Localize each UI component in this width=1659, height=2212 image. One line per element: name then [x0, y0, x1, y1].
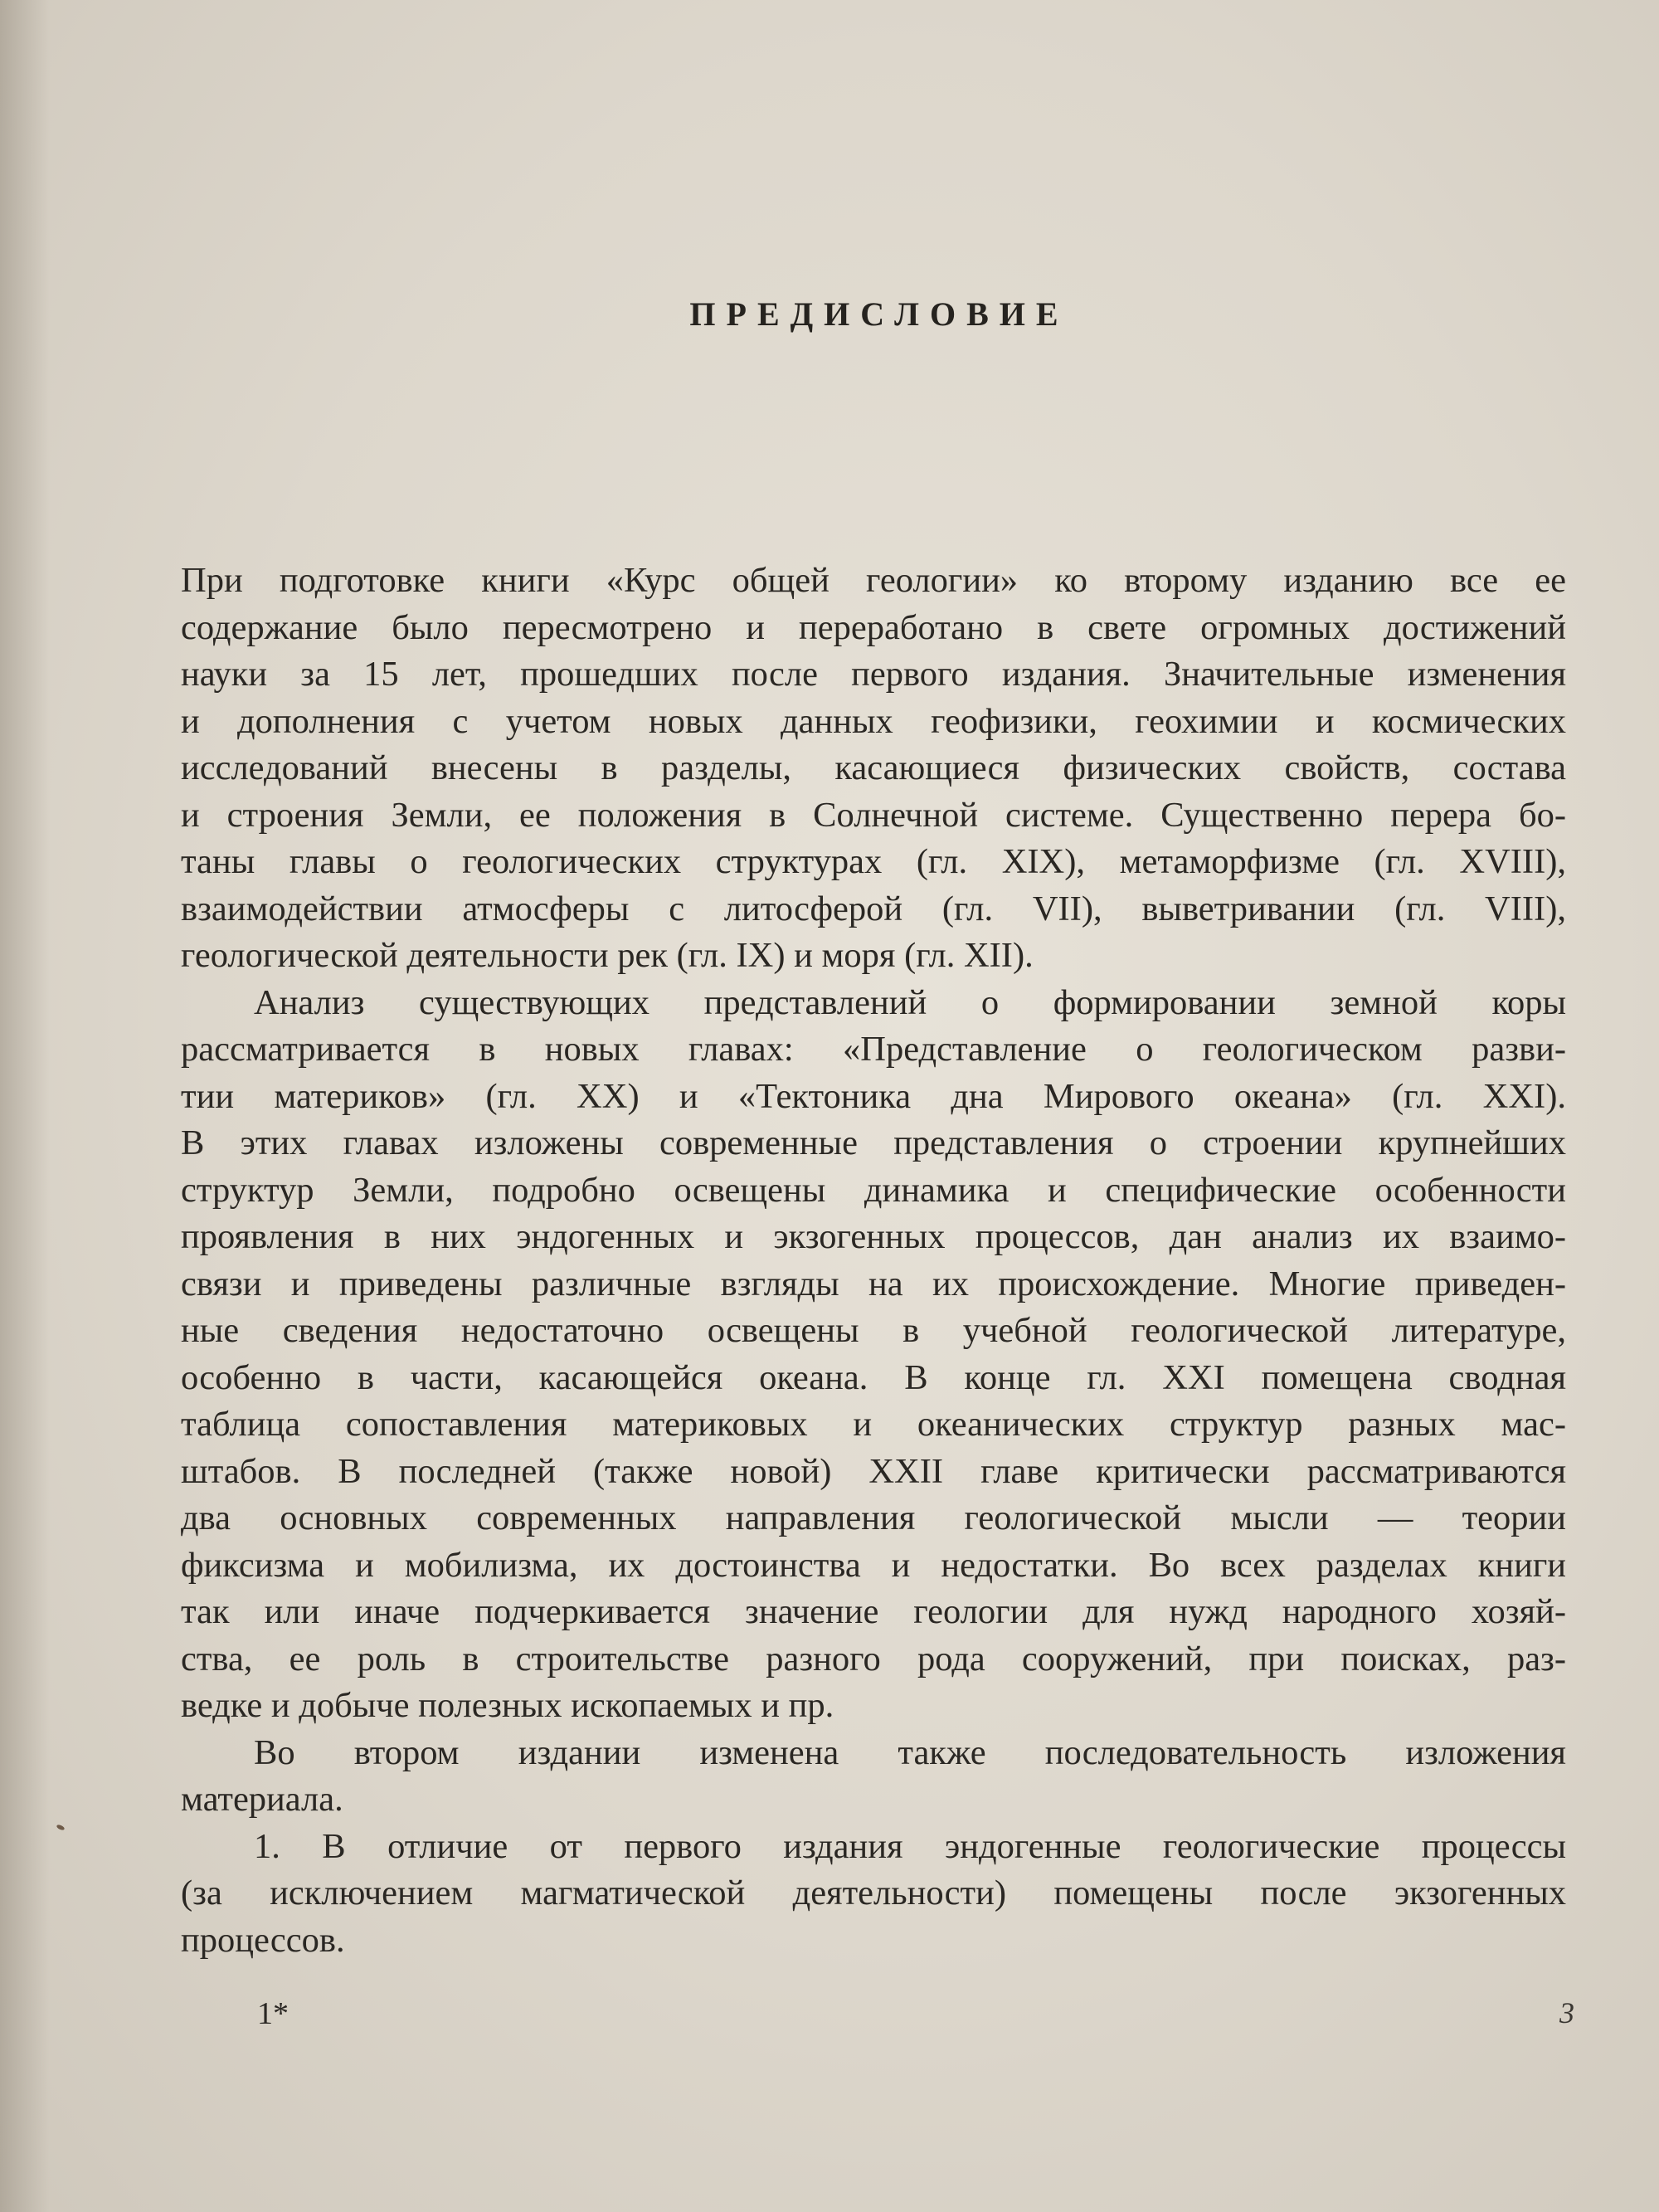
text-line: При подготовке книги «Курс общей геологии» ко второму изданию все ее: [181, 561, 1566, 600]
text-line: и строения Земли, ее положения в Солнечной системе. Существенно перера бо-: [181, 795, 1566, 835]
text-line: таблица сопоставления материковых и океанических структур разных мас-: [181, 1405, 1566, 1444]
text-line: (за исключением магматической деятельности) помещены после экзогенных: [181, 1873, 1566, 1912]
text-line: и дополнения с учетом новых данных геофизики, геохимии и космических: [181, 701, 1566, 741]
text-line: 1. В отличие от первого издания эндогенные геологические процессы: [254, 1826, 1566, 1866]
text-line: проявления в них эндогенных и экзогенных процессов, дан анализ их взаимо-: [181, 1217, 1566, 1256]
text-line: таны главы о геологических структурах (гл. XIX), метаморфизме (гл. XVIII),: [181, 842, 1566, 881]
text-line: Анализ существующих представлений о формировании земной коры: [254, 982, 1566, 1022]
text-line: тии материков» (гл. XX) и «Тектоника дна Мирового океана» (гл. XXI).: [181, 1076, 1566, 1116]
paragraph: [181, 980, 1566, 1730]
page-heading: ПРЕДИСЛОВИЕ: [689, 295, 1069, 333]
page-number: 3: [1559, 1996, 1574, 2029]
text-line: геологической деятельности рек (гл. IX) и моря (гл. XII).: [181, 936, 1034, 975]
text-line: фиксизма и мобилизма, их достоинства и недостатки. Во всех разделах книги: [181, 1545, 1566, 1585]
text-line: содержание было пересмотрено и переработано в свете огромных достижений: [181, 607, 1566, 647]
text-line: ные сведения недостаточно освещены в учебной геологической литературе,: [181, 1311, 1566, 1350]
text-line: исследований внесены в разделы, касающиеся физических свойств, состава: [181, 748, 1566, 787]
paragraph: [181, 1730, 1566, 1824]
paragraph: [181, 1824, 1566, 1965]
text-line: взаимодействии атмосферы с литосферой (гл. VII), выветривании (гл. VIII),: [181, 889, 1566, 928]
text-line: ведке и добыче полезных ископаемых и пр.: [181, 1686, 834, 1725]
text-line: так или иначе подчеркивается значение геологии для нужд народного хозяй-: [181, 1592, 1566, 1631]
text-line: науки за 15 лет, прошедших после первого издания. Значительные изменения: [181, 655, 1566, 694]
paragraph: [181, 558, 1566, 980]
text-line: два основных современных направления геологической мысли — теории: [181, 1498, 1566, 1537]
text-line: штабов. В последней (также новой) XXII главе критически рассматриваются: [181, 1451, 1566, 1491]
text-line: процессов.: [181, 1920, 345, 1960]
text-line: особенно в части, касающейся океана. В конце гл. XXI помещена сводная: [181, 1357, 1566, 1397]
signature-mark: 1*: [257, 1996, 289, 2031]
text-line: связи и приведены различные взгляды на их происхождение. Многие приведен-: [181, 1264, 1566, 1303]
text-line: В этих главах изложены современные представления о строении крупнейших: [181, 1123, 1566, 1162]
text-line: материала.: [181, 1780, 343, 1819]
body-text: [181, 558, 1566, 1964]
text-line: ства, ее роль в строительстве разного рода сооружений, при поисках, раз-: [181, 1639, 1566, 1678]
paper-speck: [56, 1824, 65, 1831]
text-line: рассматривается в новых главах: «Представление о геологическом разви-: [181, 1030, 1566, 1069]
text-line: структур Земли, подробно освещены динамика и специфические особенности: [181, 1170, 1566, 1210]
text-line: Во втором издании изменена также последовательность изложения: [254, 1732, 1566, 1772]
